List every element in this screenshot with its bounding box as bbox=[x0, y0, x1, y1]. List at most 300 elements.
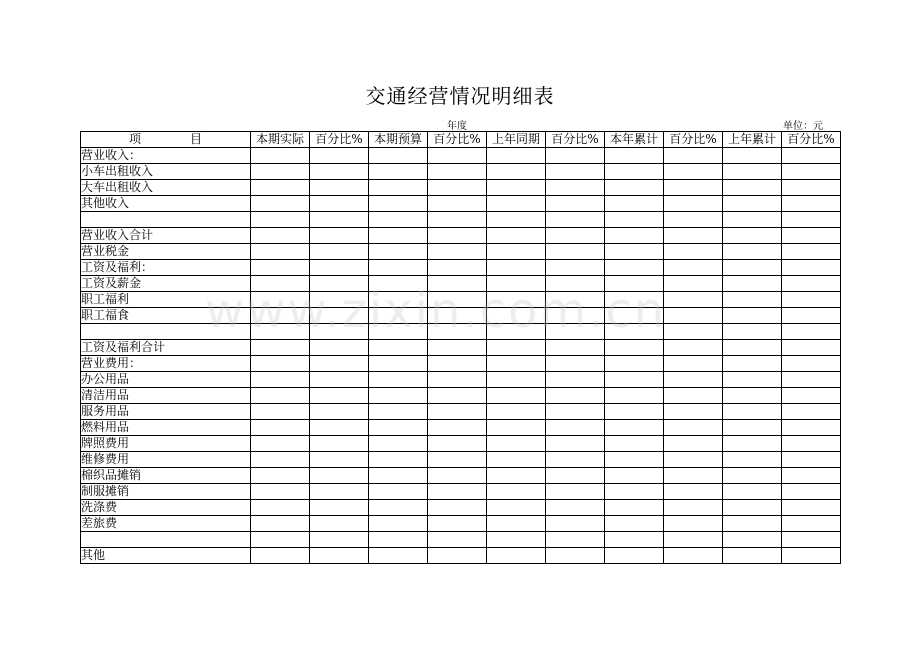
table-cell[interactable] bbox=[310, 500, 369, 516]
table-cell[interactable] bbox=[605, 148, 664, 164]
table-cell[interactable] bbox=[723, 372, 782, 388]
row-label: 办公用品 bbox=[81, 372, 251, 388]
row-label: 清洁用品 bbox=[81, 388, 251, 404]
table-cell[interactable] bbox=[782, 228, 841, 244]
table-cell[interactable] bbox=[664, 292, 723, 308]
table-cell[interactable] bbox=[723, 500, 782, 516]
table-cell[interactable] bbox=[487, 484, 546, 500]
table-cell[interactable] bbox=[664, 436, 723, 452]
watermark: www.zixin.com.cn bbox=[205, 283, 667, 339]
table-cell[interactable] bbox=[251, 148, 310, 164]
table-cell[interactable] bbox=[428, 484, 487, 500]
table-cell[interactable] bbox=[369, 436, 428, 452]
table-cell[interactable] bbox=[782, 180, 841, 196]
table-cell[interactable] bbox=[782, 308, 841, 324]
table-cell[interactable] bbox=[605, 452, 664, 468]
table-cell[interactable] bbox=[605, 340, 664, 356]
table-cell[interactable] bbox=[782, 516, 841, 532]
table-cell[interactable] bbox=[310, 228, 369, 244]
table-row bbox=[81, 212, 841, 228]
table-cell[interactable] bbox=[664, 404, 723, 420]
table-cell[interactable] bbox=[369, 468, 428, 484]
table-cell[interactable] bbox=[546, 404, 605, 420]
table-cell[interactable] bbox=[310, 276, 369, 292]
table-cell[interactable] bbox=[605, 356, 664, 372]
table-cell[interactable] bbox=[664, 212, 723, 228]
table-cell[interactable] bbox=[369, 324, 428, 340]
table-cell[interactable] bbox=[428, 516, 487, 532]
table-cell[interactable] bbox=[310, 260, 369, 276]
table-cell[interactable] bbox=[369, 260, 428, 276]
table-cell[interactable] bbox=[546, 244, 605, 260]
table-cell[interactable] bbox=[310, 340, 369, 356]
table-cell[interactable] bbox=[605, 260, 664, 276]
table-row bbox=[81, 164, 841, 180]
table-cell[interactable] bbox=[369, 164, 428, 180]
table-cell[interactable] bbox=[723, 244, 782, 260]
table-cell[interactable] bbox=[428, 372, 487, 388]
table-cell[interactable] bbox=[723, 260, 782, 276]
table-cell[interactable] bbox=[664, 388, 723, 404]
table-cell[interactable] bbox=[428, 244, 487, 260]
table-cell[interactable] bbox=[487, 404, 546, 420]
table-cell[interactable] bbox=[782, 148, 841, 164]
table-cell[interactable] bbox=[251, 436, 310, 452]
table-cell[interactable] bbox=[369, 212, 428, 228]
table-cell[interactable] bbox=[546, 292, 605, 308]
row-label: 营业收入： bbox=[81, 148, 251, 164]
table-cell[interactable] bbox=[369, 548, 428, 564]
table-cell[interactable] bbox=[605, 180, 664, 196]
table-cell[interactable] bbox=[664, 372, 723, 388]
table-cell[interactable] bbox=[310, 420, 369, 436]
table-cell[interactable] bbox=[487, 388, 546, 404]
table-cell[interactable] bbox=[251, 404, 310, 420]
column-header: 本期实际 bbox=[251, 132, 310, 148]
detail-table bbox=[80, 131, 841, 564]
table-cell[interactable] bbox=[723, 516, 782, 532]
table-cell[interactable] bbox=[664, 340, 723, 356]
table-cell[interactable] bbox=[723, 436, 782, 452]
table-cell[interactable] bbox=[782, 436, 841, 452]
table-row bbox=[81, 228, 841, 244]
table-cell[interactable] bbox=[605, 228, 664, 244]
table-cell[interactable] bbox=[251, 180, 310, 196]
table-cell[interactable] bbox=[782, 404, 841, 420]
table-cell[interactable] bbox=[664, 548, 723, 564]
table-cell[interactable] bbox=[546, 180, 605, 196]
table-cell[interactable] bbox=[369, 356, 428, 372]
table-cell[interactable] bbox=[369, 484, 428, 500]
table-row bbox=[81, 180, 841, 196]
table-cell[interactable] bbox=[605, 516, 664, 532]
table-cell[interactable] bbox=[664, 452, 723, 468]
table-cell[interactable] bbox=[487, 196, 546, 212]
table-cell[interactable] bbox=[546, 196, 605, 212]
table-cell[interactable] bbox=[251, 388, 310, 404]
table-cell[interactable] bbox=[664, 180, 723, 196]
table-cell[interactable] bbox=[428, 388, 487, 404]
year-label: 年度 bbox=[447, 121, 467, 132]
table-cell[interactable] bbox=[723, 324, 782, 340]
table-cell[interactable] bbox=[310, 196, 369, 212]
table-cell[interactable] bbox=[546, 276, 605, 292]
table-cell[interactable] bbox=[310, 404, 369, 420]
table-cell[interactable] bbox=[428, 148, 487, 164]
table-cell[interactable] bbox=[782, 164, 841, 180]
table-cell[interactable] bbox=[546, 532, 605, 548]
table-cell[interactable] bbox=[723, 164, 782, 180]
table-cell[interactable] bbox=[546, 148, 605, 164]
table-cell[interactable] bbox=[723, 180, 782, 196]
table-cell[interactable] bbox=[546, 372, 605, 388]
table-cell[interactable] bbox=[251, 340, 310, 356]
table-cell[interactable] bbox=[723, 532, 782, 548]
table-cell[interactable] bbox=[369, 196, 428, 212]
table-cell[interactable] bbox=[310, 484, 369, 500]
table-row bbox=[81, 532, 841, 548]
table-cell[interactable] bbox=[369, 276, 428, 292]
table-cell[interactable] bbox=[369, 532, 428, 548]
table-cell[interactable] bbox=[487, 372, 546, 388]
table-cell[interactable] bbox=[369, 452, 428, 468]
table-cell[interactable] bbox=[546, 500, 605, 516]
table-cell[interactable] bbox=[664, 324, 723, 340]
table-cell[interactable] bbox=[782, 452, 841, 468]
table-cell[interactable] bbox=[487, 324, 546, 340]
row-label bbox=[81, 532, 251, 548]
table-cell[interactable] bbox=[369, 180, 428, 196]
table-cell[interactable] bbox=[428, 404, 487, 420]
table-cell[interactable] bbox=[369, 308, 428, 324]
table-cell[interactable] bbox=[428, 500, 487, 516]
table-cell[interactable] bbox=[546, 308, 605, 324]
table-cell[interactable] bbox=[782, 468, 841, 484]
table-cell[interactable] bbox=[310, 516, 369, 532]
table-row bbox=[81, 244, 841, 260]
table-cell[interactable] bbox=[664, 228, 723, 244]
table-cell[interactable] bbox=[251, 548, 310, 564]
table-cell[interactable] bbox=[487, 532, 546, 548]
table-cell[interactable] bbox=[428, 196, 487, 212]
table-cell[interactable] bbox=[546, 340, 605, 356]
table-cell[interactable] bbox=[487, 180, 546, 196]
table-cell[interactable] bbox=[251, 372, 310, 388]
table-cell[interactable] bbox=[723, 212, 782, 228]
table-cell[interactable] bbox=[723, 452, 782, 468]
table-cell[interactable] bbox=[487, 276, 546, 292]
table-cell[interactable] bbox=[251, 532, 310, 548]
table-cell[interactable] bbox=[605, 468, 664, 484]
table-cell[interactable] bbox=[723, 196, 782, 212]
table-cell[interactable] bbox=[546, 468, 605, 484]
table-cell[interactable] bbox=[369, 244, 428, 260]
table-cell[interactable] bbox=[782, 388, 841, 404]
table-cell[interactable] bbox=[546, 436, 605, 452]
table-cell[interactable] bbox=[310, 452, 369, 468]
table-cell[interactable] bbox=[428, 340, 487, 356]
table-cell[interactable] bbox=[428, 212, 487, 228]
table-cell[interactable] bbox=[782, 292, 841, 308]
table-cell[interactable] bbox=[605, 436, 664, 452]
table-cell[interactable] bbox=[487, 468, 546, 484]
row-label: 棉织品摊销 bbox=[81, 468, 251, 484]
table-cell[interactable] bbox=[723, 148, 782, 164]
table-cell[interactable] bbox=[251, 484, 310, 500]
table-cell[interactable] bbox=[605, 212, 664, 228]
table-cell[interactable] bbox=[664, 500, 723, 516]
table-cell[interactable] bbox=[605, 404, 664, 420]
table-cell[interactable] bbox=[487, 244, 546, 260]
table-cell[interactable] bbox=[369, 292, 428, 308]
table-cell[interactable] bbox=[428, 324, 487, 340]
table-cell[interactable] bbox=[251, 260, 310, 276]
table-cell[interactable] bbox=[605, 244, 664, 260]
table-cell[interactable] bbox=[369, 420, 428, 436]
table-cell[interactable] bbox=[428, 356, 487, 372]
table-cell[interactable] bbox=[605, 308, 664, 324]
table-cell[interactable] bbox=[251, 292, 310, 308]
table-cell[interactable] bbox=[782, 532, 841, 548]
table-cell[interactable] bbox=[546, 516, 605, 532]
table-cell[interactable] bbox=[605, 292, 664, 308]
table-cell[interactable] bbox=[723, 548, 782, 564]
table-cell[interactable] bbox=[664, 276, 723, 292]
table-cell[interactable] bbox=[428, 228, 487, 244]
table-row bbox=[81, 196, 841, 212]
table-cell[interactable] bbox=[723, 468, 782, 484]
table-cell[interactable] bbox=[546, 388, 605, 404]
table-cell[interactable] bbox=[782, 548, 841, 564]
table-cell[interactable] bbox=[369, 500, 428, 516]
table-cell[interactable] bbox=[664, 244, 723, 260]
table-cell[interactable] bbox=[546, 324, 605, 340]
table-cell[interactable] bbox=[251, 500, 310, 516]
table-cell[interactable] bbox=[428, 532, 487, 548]
table-cell[interactable] bbox=[664, 420, 723, 436]
table-cell[interactable] bbox=[310, 180, 369, 196]
table-cell[interactable] bbox=[605, 196, 664, 212]
table-cell[interactable] bbox=[310, 244, 369, 260]
row-label: 牌照费用 bbox=[81, 436, 251, 452]
row-label: 维修费用 bbox=[81, 452, 251, 468]
table-cell[interactable] bbox=[546, 260, 605, 276]
table-cell[interactable] bbox=[310, 292, 369, 308]
table-cell[interactable] bbox=[251, 196, 310, 212]
table-cell[interactable] bbox=[782, 500, 841, 516]
row-label: 制服摊销 bbox=[81, 484, 251, 500]
table-cell[interactable] bbox=[251, 356, 310, 372]
table-cell[interactable] bbox=[310, 548, 369, 564]
table-cell[interactable] bbox=[782, 276, 841, 292]
table-cell[interactable] bbox=[546, 356, 605, 372]
table-cell[interactable] bbox=[251, 212, 310, 228]
table-cell[interactable] bbox=[723, 356, 782, 372]
table-row bbox=[81, 452, 841, 468]
table-cell[interactable] bbox=[546, 548, 605, 564]
table-cell[interactable] bbox=[487, 420, 546, 436]
table-cell[interactable] bbox=[251, 452, 310, 468]
table-row bbox=[81, 260, 841, 276]
table-cell[interactable] bbox=[605, 372, 664, 388]
table-cell[interactable] bbox=[487, 228, 546, 244]
table-cell[interactable] bbox=[369, 404, 428, 420]
table-cell[interactable] bbox=[664, 260, 723, 276]
table-cell[interactable] bbox=[664, 196, 723, 212]
row-label: 服务用品 bbox=[81, 404, 251, 420]
table-body bbox=[81, 148, 841, 564]
table-cell[interactable] bbox=[251, 244, 310, 260]
table-cell[interactable] bbox=[428, 180, 487, 196]
table-cell[interactable] bbox=[487, 292, 546, 308]
table-cell[interactable] bbox=[251, 516, 310, 532]
table-row bbox=[81, 436, 841, 452]
table-cell[interactable] bbox=[723, 292, 782, 308]
row-label bbox=[81, 324, 251, 340]
table-cell[interactable] bbox=[310, 468, 369, 484]
table-cell[interactable] bbox=[605, 388, 664, 404]
table-cell[interactable] bbox=[310, 436, 369, 452]
table-cell[interactable] bbox=[369, 372, 428, 388]
table-cell[interactable] bbox=[428, 452, 487, 468]
table-cell[interactable] bbox=[546, 484, 605, 500]
table-cell[interactable] bbox=[251, 276, 310, 292]
table-row bbox=[81, 388, 841, 404]
table-cell[interactable] bbox=[605, 324, 664, 340]
table-cell[interactable] bbox=[546, 452, 605, 468]
table-cell[interactable] bbox=[782, 372, 841, 388]
table-cell[interactable] bbox=[251, 308, 310, 324]
table-row bbox=[81, 340, 841, 356]
table-cell[interactable] bbox=[487, 356, 546, 372]
table-cell[interactable] bbox=[782, 356, 841, 372]
table-cell[interactable] bbox=[546, 164, 605, 180]
table-cell[interactable] bbox=[369, 148, 428, 164]
table-cell[interactable] bbox=[546, 420, 605, 436]
table-cell[interactable] bbox=[605, 484, 664, 500]
table-cell[interactable] bbox=[782, 340, 841, 356]
table-cell[interactable] bbox=[310, 164, 369, 180]
table-cell[interactable] bbox=[487, 212, 546, 228]
table-cell[interactable] bbox=[605, 420, 664, 436]
table-cell[interactable] bbox=[723, 340, 782, 356]
row-label: 营业费用： bbox=[81, 356, 251, 372]
column-header: 百分比% bbox=[428, 132, 487, 148]
table-cell[interactable] bbox=[428, 260, 487, 276]
table-cell[interactable] bbox=[487, 436, 546, 452]
header-row bbox=[81, 132, 841, 148]
table-cell[interactable] bbox=[310, 308, 369, 324]
row-label: 大车出租收入 bbox=[81, 180, 251, 196]
table-cell[interactable] bbox=[723, 420, 782, 436]
table-cell[interactable] bbox=[723, 276, 782, 292]
column-header: 百分比% bbox=[782, 132, 841, 148]
table-cell[interactable] bbox=[487, 452, 546, 468]
table-cell[interactable] bbox=[251, 228, 310, 244]
table-cell[interactable] bbox=[428, 164, 487, 180]
table-cell[interactable] bbox=[487, 308, 546, 324]
table-cell[interactable] bbox=[664, 468, 723, 484]
row-label: 职工福食 bbox=[81, 308, 251, 324]
table-cell[interactable] bbox=[487, 548, 546, 564]
table-cell[interactable] bbox=[782, 260, 841, 276]
table-cell[interactable] bbox=[782, 420, 841, 436]
table-cell[interactable] bbox=[428, 308, 487, 324]
table-cell[interactable] bbox=[664, 148, 723, 164]
table-cell[interactable] bbox=[605, 548, 664, 564]
table-cell[interactable] bbox=[487, 516, 546, 532]
table-cell[interactable] bbox=[428, 420, 487, 436]
table-cell[interactable] bbox=[605, 532, 664, 548]
table-cell[interactable] bbox=[782, 324, 841, 340]
table-cell[interactable] bbox=[546, 212, 605, 228]
row-label: 燃料用品 bbox=[81, 420, 251, 436]
table-cell[interactable] bbox=[310, 372, 369, 388]
table-cell[interactable] bbox=[723, 388, 782, 404]
table-cell[interactable] bbox=[487, 260, 546, 276]
table-cell[interactable] bbox=[782, 196, 841, 212]
table-cell[interactable] bbox=[369, 228, 428, 244]
table-cell[interactable] bbox=[310, 324, 369, 340]
table-cell[interactable] bbox=[664, 516, 723, 532]
table-cell[interactable] bbox=[723, 484, 782, 500]
table-row bbox=[81, 420, 841, 436]
row-label: 工资及福利合计 bbox=[81, 340, 251, 356]
page-title: 交通经营情况明细表 bbox=[365, 84, 555, 108]
table-cell[interactable] bbox=[664, 532, 723, 548]
table-cell[interactable] bbox=[487, 340, 546, 356]
table-cell[interactable] bbox=[428, 292, 487, 308]
table-cell[interactable] bbox=[487, 164, 546, 180]
table-cell[interactable] bbox=[723, 228, 782, 244]
table-cell[interactable] bbox=[369, 340, 428, 356]
table-cell[interactable] bbox=[251, 164, 310, 180]
table-cell[interactable] bbox=[310, 212, 369, 228]
table-cell[interactable] bbox=[428, 276, 487, 292]
table-cell[interactable] bbox=[487, 148, 546, 164]
table-row bbox=[81, 276, 841, 292]
table-cell[interactable] bbox=[428, 436, 487, 452]
table-cell[interactable] bbox=[723, 308, 782, 324]
table-cell[interactable] bbox=[428, 468, 487, 484]
table-cell[interactable] bbox=[605, 164, 664, 180]
table-cell[interactable] bbox=[487, 500, 546, 516]
table-cell[interactable] bbox=[605, 276, 664, 292]
table-cell[interactable] bbox=[251, 468, 310, 484]
table-cell[interactable] bbox=[782, 244, 841, 260]
table-cell[interactable] bbox=[369, 388, 428, 404]
table-cell[interactable] bbox=[664, 164, 723, 180]
table-cell[interactable] bbox=[251, 324, 310, 340]
table-cell[interactable] bbox=[428, 548, 487, 564]
table-cell[interactable] bbox=[664, 356, 723, 372]
row-label bbox=[81, 212, 251, 228]
table-cell[interactable] bbox=[782, 484, 841, 500]
table-cell[interactable] bbox=[251, 420, 310, 436]
table-cell[interactable] bbox=[310, 388, 369, 404]
column-header: 百分比% bbox=[546, 132, 605, 148]
table-cell[interactable] bbox=[664, 308, 723, 324]
table-cell[interactable] bbox=[546, 228, 605, 244]
table-cell[interactable] bbox=[310, 356, 369, 372]
table-cell[interactable] bbox=[723, 404, 782, 420]
table-cell[interactable] bbox=[310, 532, 369, 548]
table-cell[interactable] bbox=[664, 484, 723, 500]
table-cell[interactable] bbox=[605, 500, 664, 516]
table-cell[interactable] bbox=[369, 516, 428, 532]
table-cell[interactable] bbox=[782, 212, 841, 228]
table-cell[interactable] bbox=[310, 148, 369, 164]
